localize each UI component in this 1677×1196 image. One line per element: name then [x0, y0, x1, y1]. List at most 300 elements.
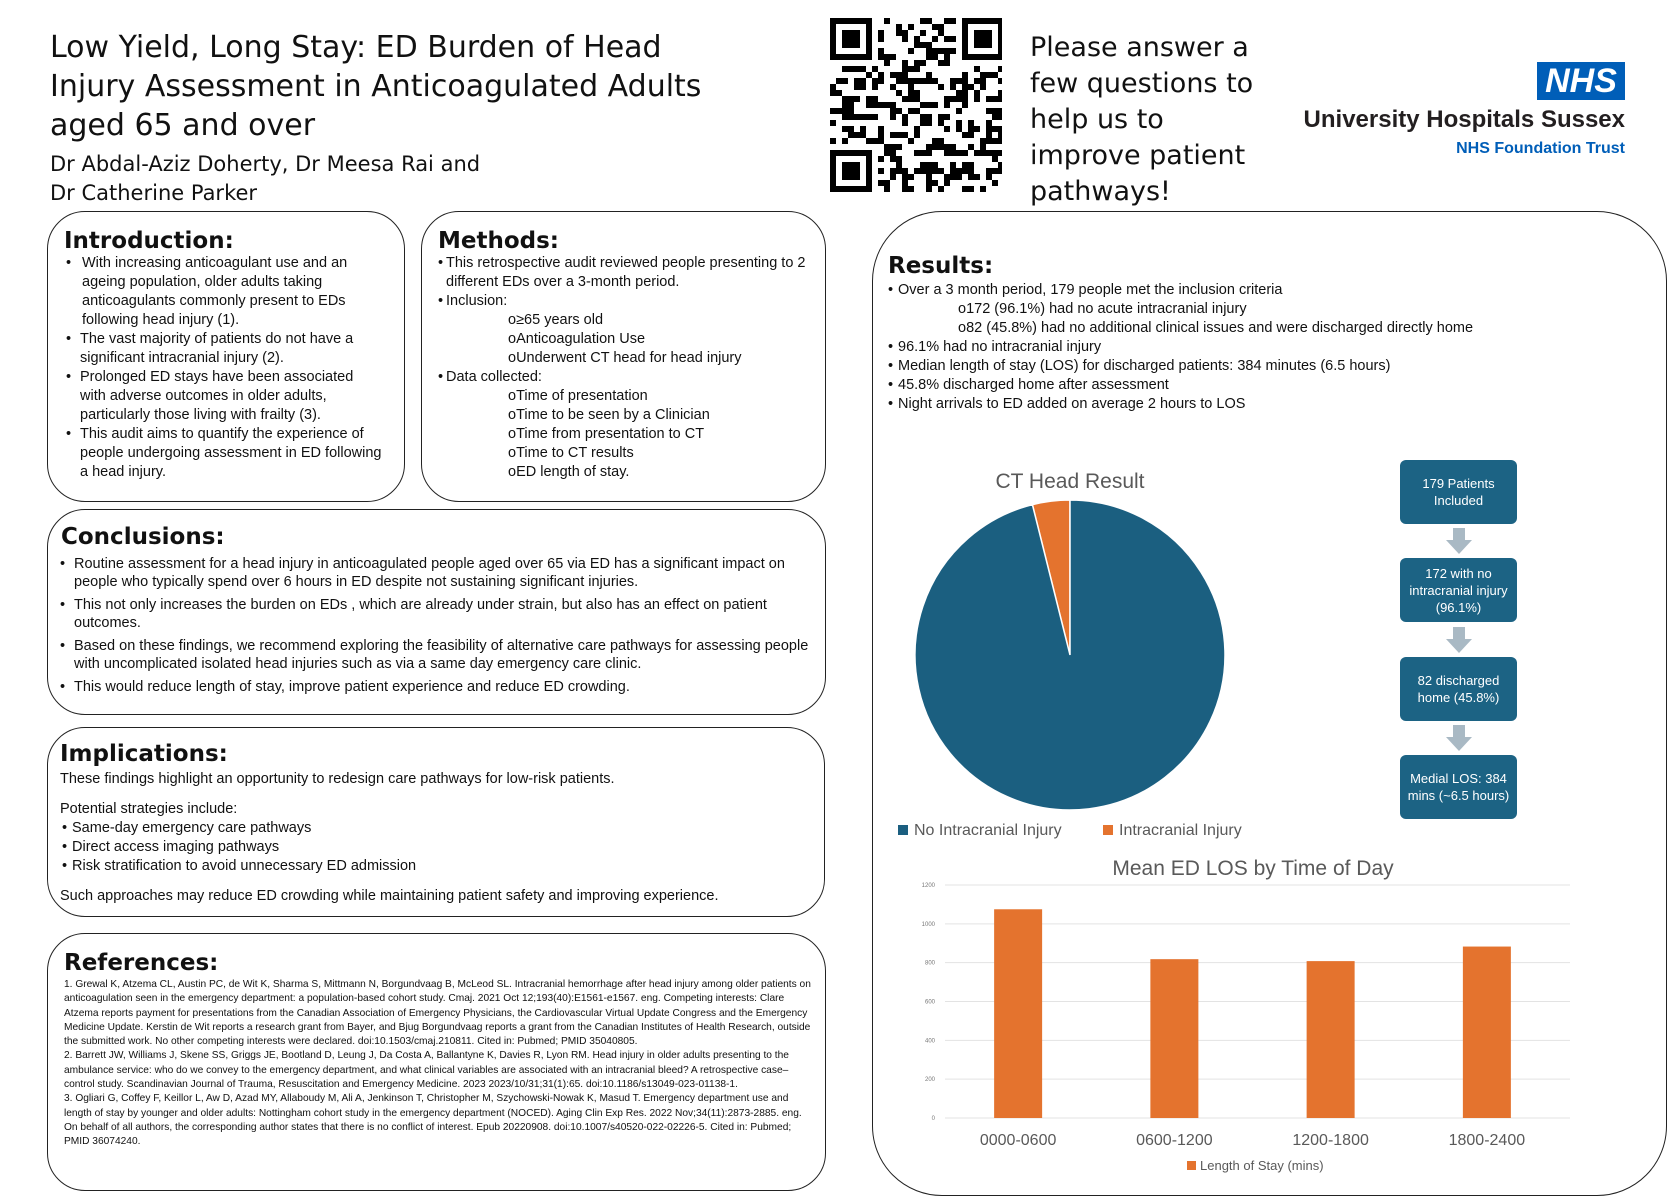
qr-module [950, 96, 956, 102]
qr-module [848, 102, 854, 108]
qr-module [896, 168, 902, 174]
data-item: o Time from presentation to CT [436, 425, 816, 444]
qr-module [926, 120, 932, 126]
bar-xtick-label: 0600-1200 [1136, 1132, 1213, 1149]
conclusion-item: • This not only increases the burden on EDs , which are already under strain, but also has an effect on patient outcomes. [58, 596, 818, 632]
intro-item: • With increasing anticoagulant use and an ageing population, older adults taking anticoagulants commonly present to EDs following head injury (1). [64, 254, 382, 330]
qr-module [998, 78, 1002, 84]
qr-module [944, 150, 950, 156]
qr-module [914, 36, 920, 42]
bar-title: Mean ED LOS by Time of Day [1112, 857, 1394, 880]
qr-module [998, 168, 1002, 174]
qr-module [884, 60, 890, 66]
qr-module [932, 36, 938, 42]
methods-heading: Methods: [438, 228, 560, 254]
qr-module [962, 162, 968, 168]
ct-head-pie-chart [890, 460, 1270, 845]
qr-module [884, 18, 890, 24]
qr-module [950, 36, 956, 42]
qr-module [914, 66, 920, 72]
reference-item: 2. Barrett JW, Williams J, Skene SS, Griggs JE, Bootland D, Leung J, Da Costa A, Ballantyne K, Davies R, Lyon RM. Head injury in older adults presenting to the ambulance service: who do we convey to the emergency department, and what clinical variables are associated with an intracranial bleed? A retrospective case–control study. Scandinavian Journal of Trauma, Resuscitation and Emergency Medicine. 2023 2023/10/31;31(1):65. doi:10.1186/s13049-023-01138-1. [64, 1050, 789, 1091]
qr-module [836, 108, 842, 114]
qr-module [992, 108, 998, 114]
qr-module [890, 132, 896, 138]
qr-module [938, 138, 944, 144]
qr-module [878, 138, 884, 144]
results-item: • 96.1% had no intracranial injury [886, 338, 1626, 357]
qr-module [974, 126, 980, 132]
qr-module [968, 126, 974, 132]
flow-arrow-icon [1446, 725, 1472, 751]
qr-module [842, 114, 848, 120]
implications-body [60, 770, 810, 906]
qr-module [890, 84, 896, 90]
qr-module [998, 162, 1002, 168]
qr-module [998, 66, 1002, 72]
qr-module [944, 144, 950, 150]
qr-module [842, 78, 848, 84]
qr-module [902, 180, 908, 186]
qr-module [872, 114, 878, 120]
qr-module [944, 102, 950, 108]
qr-module [992, 138, 998, 144]
qr-module [944, 18, 950, 24]
introduction-heading: Introduction: [64, 228, 234, 254]
qr-code[interactable] [830, 16, 1002, 192]
qr-module [854, 114, 860, 120]
qr-module [992, 150, 998, 156]
qr-module [998, 114, 1002, 120]
qr-module [836, 90, 842, 96]
qr-module [908, 90, 914, 96]
qr-module [842, 96, 848, 102]
results-item: • Over a 3 month period, 179 people met the inclusion criteria [886, 281, 1626, 300]
implications-intro: These findings highlight an opportunity to redesign care pathways for low-risk patients. [60, 771, 615, 787]
qr-module [980, 186, 986, 192]
qr-module [908, 84, 914, 90]
qr-module [878, 102, 884, 108]
qr-module [944, 126, 950, 132]
qr-module [872, 138, 878, 144]
qr-module [962, 84, 968, 90]
conclusion-item: • This would reduce length of stay, improve patient experience and reduce ED crowding. [58, 678, 818, 696]
qr-module [926, 168, 932, 174]
qr-module [908, 138, 914, 144]
qr-module [890, 102, 896, 108]
qr-module [908, 174, 914, 180]
qr-module [878, 78, 884, 84]
bar-ytick-label: 1200 [921, 883, 935, 889]
qr-module [968, 162, 974, 168]
qr-module [992, 72, 998, 78]
qr-module [926, 48, 932, 54]
qr-module [962, 78, 968, 84]
qr-module [944, 174, 950, 180]
results-list [886, 281, 1626, 414]
qr-module [920, 42, 926, 48]
conclusion-item: • Based on these findings, we recommend exploring the feasibility of alternative care pathways for assessing people with uncomplicated isolated head injuries such as via a same day emergency care clinic. [58, 637, 818, 673]
qr-module [968, 84, 974, 90]
qr-module [848, 132, 854, 138]
qr-module [956, 150, 962, 156]
qr-module [914, 78, 920, 84]
qr-module [866, 72, 872, 78]
authors-line2: Dr Catherine Parker [50, 181, 258, 205]
qr-module [968, 186, 974, 192]
qr-module [854, 96, 860, 102]
qr-module [842, 102, 848, 108]
qr-module [860, 126, 866, 132]
qr-module [902, 30, 908, 36]
qr-module [986, 150, 992, 156]
strategy-item: • Risk stratification to avoid unnecessary ED admission [60, 857, 810, 876]
references-heading: References: [64, 950, 219, 976]
qr-module [884, 144, 890, 150]
qr-module [848, 96, 854, 102]
qr-module [956, 96, 962, 102]
flow-box-los: Medial LOS: 384 mins (~6.5 hours) [1400, 755, 1517, 819]
qr-module [926, 102, 932, 108]
qr-module [884, 180, 890, 186]
qr-module [944, 36, 950, 42]
qr-module [902, 66, 908, 72]
inclusion-item: o ≥65 years old [436, 311, 816, 330]
qr-module [842, 126, 848, 132]
bar [1150, 959, 1198, 1118]
qr-module [956, 120, 962, 126]
qr-module [872, 102, 878, 108]
qr-module [842, 108, 848, 114]
qr-module [914, 126, 920, 132]
qr-module [974, 78, 980, 84]
nhs-badge-text: NHS [1545, 62, 1617, 100]
data-item: o Time to be seen by a Clinician [436, 406, 816, 425]
qr-module [926, 42, 932, 48]
implications-panel [47, 727, 825, 917]
bar-xtick-label: 1800-2400 [1448, 1132, 1526, 1149]
introduction-panel [47, 211, 405, 502]
qr-module [902, 174, 908, 180]
qr-module [872, 96, 878, 102]
qr-module [926, 78, 932, 84]
methods-list [436, 254, 816, 482]
qr-module [980, 150, 986, 156]
inclusion-item: o Anticoagulation Use [436, 330, 816, 349]
qr-module [860, 84, 866, 90]
qr-module [944, 114, 950, 120]
qr-module [950, 18, 956, 24]
results-sub-item: o 172 (96.1%) had no acute intracranial injury [886, 300, 1626, 319]
qr-module [932, 102, 938, 108]
qr-module [944, 96, 950, 102]
qr-module [926, 174, 932, 180]
qr-module [920, 150, 926, 156]
qr-module [896, 144, 902, 150]
qr-module [962, 186, 968, 192]
implications-heading: Implications: [60, 741, 228, 767]
qr-module [992, 180, 998, 186]
qr-module [980, 138, 986, 144]
qr-module [950, 174, 956, 180]
qr-module [872, 78, 878, 84]
qr-module [962, 102, 968, 108]
pie-legend-label: Intracranial Injury [1119, 822, 1242, 839]
qr-prompt: Please answer a few questions to help us to improve patient pathways! [1030, 32, 1254, 207]
qr-module [914, 60, 920, 66]
qr-module [902, 132, 908, 138]
qr-module [938, 168, 944, 174]
qr-module [980, 84, 986, 90]
flow-arrow-icon [1446, 627, 1472, 653]
qr-module [932, 168, 938, 174]
qr-module [908, 24, 914, 30]
qr-module [962, 150, 968, 156]
qr-module [920, 162, 926, 168]
qr-module [878, 48, 884, 54]
qr-module [842, 66, 848, 72]
qr-module [902, 78, 908, 84]
implications-closing: Such approaches may reduce ED crowding while maintaining patient safety and improving experience. [60, 888, 719, 904]
qr-module [920, 30, 926, 36]
qr-module [896, 162, 902, 168]
qr-module [878, 30, 884, 36]
qr-module [974, 150, 980, 156]
qr-module [926, 72, 932, 78]
qr-module [890, 156, 896, 162]
qr-module [968, 132, 974, 138]
qr-module [944, 180, 950, 186]
qr-module [908, 186, 914, 192]
methods-item: • Inclusion: [436, 292, 816, 311]
qr-module [926, 18, 932, 24]
qr-module [902, 60, 908, 66]
pie-legend-swatch [1103, 825, 1113, 835]
bar-ytick-label: 200 [924, 1077, 935, 1084]
qr-module [908, 48, 914, 54]
qr-module [890, 168, 896, 174]
qr-module [920, 102, 926, 108]
inclusion-list [436, 311, 816, 368]
qr-module [908, 78, 914, 84]
qr-module [986, 72, 992, 78]
bar-legend-label: Length of Stay (mins) [1200, 1158, 1324, 1173]
qr-module [956, 168, 962, 174]
introduction-list [64, 254, 382, 482]
intro-item: • Prolonged ED stays have been associated with adverse outcomes in older adults, particularly those living with frailty (3). [64, 368, 382, 425]
references-list [64, 978, 814, 1150]
bar-ytick-label: 1000 [921, 921, 935, 928]
qr-module [998, 90, 1002, 96]
qr-module [950, 144, 956, 150]
qr-module [932, 48, 938, 54]
qr-module [938, 24, 944, 30]
qr-module [986, 120, 992, 126]
qr-module [962, 90, 968, 96]
qr-module [998, 132, 1002, 138]
qr-module [914, 150, 920, 156]
qr-module [878, 180, 884, 186]
qr-module [896, 78, 902, 84]
qr-module [926, 162, 932, 168]
flow-box-no-injury: 172 with no intracranial injury (96.1%) [1400, 558, 1517, 622]
qr-module [932, 180, 938, 186]
qr-module [998, 96, 1002, 102]
qr-module [932, 54, 938, 60]
bar [1463, 947, 1511, 1118]
qr-module [854, 78, 860, 84]
reference-item: 3. Ogliari G, Coffey F, Keillor L, Aw D, Azad MY, Allaboudy M, Ali A, Jenkinson T, Christopher M, Szychowski-Nowak K, Masud T. Emergency department use and length of stay by younger and older adults: Nottingham cohort study in the emergency department (NOCED). Aging Clin Exp Res. 2022 Nov;34(11):2873-2885. eng. On behalf of all authors, the corresponding author states that there is no conflict of interest. Epub 20220908. doi:10.1007/s40520-022-02226-5. Cited in: Pubmed; PMID 36074240. [64, 1093, 802, 1148]
qr-module [968, 168, 974, 174]
qr-module [932, 162, 938, 168]
qr-module [938, 48, 944, 54]
qr-module [830, 138, 836, 144]
bar-xtick-label: 1200-1800 [1292, 1132, 1369, 1149]
qr-module [974, 66, 980, 72]
qr-module [962, 96, 968, 102]
qr-module [830, 108, 836, 114]
qr-module [950, 48, 956, 54]
qr-module [926, 150, 932, 156]
qr-module [878, 54, 884, 60]
qr-module [962, 72, 968, 78]
bar-ytick-label: 0 [931, 1116, 935, 1122]
qr-module [950, 162, 956, 168]
qr-module [848, 126, 854, 132]
qr-module [860, 132, 866, 138]
qr-module [944, 48, 950, 54]
intro-item: • This audit aims to quantify the experience of people undergoing assessment in ED following a head injury. [64, 425, 382, 482]
org-sub: NHS Foundation Trust [1456, 140, 1625, 157]
qr-module [872, 84, 878, 90]
qr-module [914, 168, 920, 174]
conclusion-item: • Routine assessment for a head injury in anticoagulated people aged over 65 via ED has a significant impact on people who typically spend over 6 hours in ED despite not sustaining significant injuries. [58, 555, 818, 591]
qr-module [932, 78, 938, 84]
qr-module [896, 90, 902, 96]
qr-module [956, 78, 962, 84]
qr-module [938, 84, 944, 90]
qr-module [860, 114, 866, 120]
qr-module [866, 114, 872, 120]
data-collected-list [436, 387, 816, 482]
qr-module [950, 84, 956, 90]
qr-module [932, 138, 938, 144]
qr-module [998, 138, 1002, 144]
qr-module [926, 180, 932, 186]
methods-panel [421, 211, 826, 502]
bar [1307, 961, 1355, 1118]
qr-module [854, 66, 860, 72]
bar-legend-swatch [1187, 1161, 1196, 1170]
pie-legend-label: No Intracranial Injury [914, 822, 1062, 839]
qr-module [896, 24, 902, 30]
qr-module [986, 132, 992, 138]
qr-module [968, 144, 974, 150]
qr-module [878, 132, 884, 138]
qr-module [962, 168, 968, 174]
pie-legend-swatch [898, 825, 908, 835]
qr-module [914, 90, 920, 96]
qr-module [914, 108, 920, 114]
results-sub-item: o 82 (45.8%) had no additional clinical issues and were discharged directly home [886, 319, 1626, 338]
qr-module [908, 108, 914, 114]
bar [994, 909, 1042, 1118]
qr-module [926, 144, 932, 150]
inclusion-item: o Underwent CT head for head injury [436, 349, 816, 368]
qr-module [956, 108, 962, 114]
qr-module [992, 114, 998, 120]
qr-module [884, 186, 890, 192]
qr-module [848, 114, 854, 120]
qr-module [986, 138, 992, 144]
qr-module [974, 90, 980, 96]
qr-module [830, 120, 836, 126]
qr-module [914, 42, 920, 48]
qr-module [854, 132, 860, 138]
strategy-item: • Same-day emergency care pathways [60, 819, 810, 838]
qr-module [866, 96, 872, 102]
qr-module [902, 186, 908, 192]
qr-module [956, 126, 962, 132]
qr-module [878, 168, 884, 174]
qr-module [866, 138, 872, 144]
qr-module [920, 120, 926, 126]
qr-module [998, 126, 1002, 132]
qr-module [902, 120, 908, 126]
conclusions-list [58, 555, 818, 696]
pie-slice [915, 500, 1225, 810]
qr-module [890, 114, 896, 120]
strategies-label: Potential strategies include: [60, 801, 238, 817]
qr-module [884, 102, 890, 108]
qr-module [914, 132, 920, 138]
conclusions-panel [47, 509, 826, 715]
qr-module [998, 150, 1002, 156]
qr-module [932, 24, 938, 30]
bar-ytick-label: 800 [924, 960, 935, 967]
flow-arrow-icon [1446, 528, 1472, 554]
qr-module [986, 96, 992, 102]
qr-module [896, 108, 902, 114]
qr-module [986, 168, 992, 174]
page-title: Low Yield, Long Stay: ED Burden of Head Injury Assessment in Anticoagulated Adults aged 65 and over [50, 30, 702, 143]
qr-module [902, 36, 908, 42]
qr-module [956, 90, 962, 96]
strategy-item: • Direct access imaging pathways [60, 838, 810, 857]
qr-module [926, 54, 932, 60]
qr-module [902, 96, 908, 102]
data-item: o ED length of stay. [436, 463, 816, 482]
qr-module [854, 84, 860, 90]
qr-module [896, 30, 902, 36]
flow-box-included: 179 Patients Included [1400, 460, 1517, 524]
qr-module [848, 66, 854, 72]
qr-module [980, 144, 986, 150]
qr-module [926, 114, 932, 120]
qr-module [968, 120, 974, 126]
qr-module [878, 72, 884, 78]
qr-module [920, 78, 926, 84]
references-panel [47, 933, 826, 1191]
qr-module [842, 138, 848, 144]
qr-module [968, 174, 974, 180]
qr-module [944, 60, 950, 66]
qr-module [986, 108, 992, 114]
methods-item: • This retrospective audit reviewed people presenting to 2 different EDs over a 3-month period. [436, 254, 816, 292]
authors-line1: Dr Abdal-Aziz Doherty, Dr Meesa Rai and [50, 152, 481, 176]
qr-module [914, 96, 920, 102]
qr-module [950, 78, 956, 84]
qr-module [908, 96, 914, 102]
